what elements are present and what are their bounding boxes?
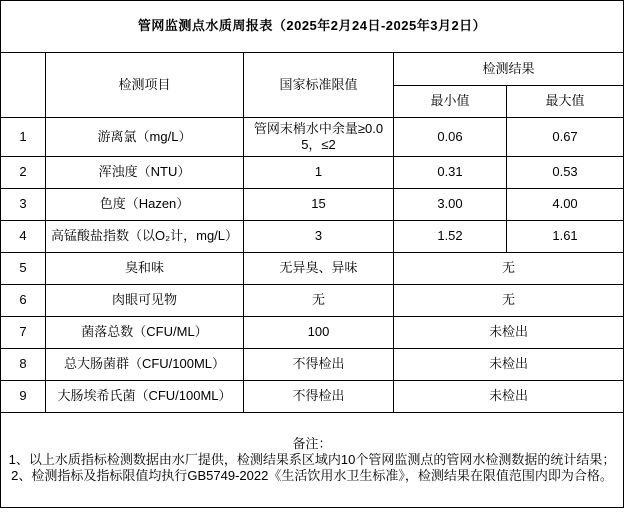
row-number: 9	[1, 381, 46, 413]
table-row	[1, 189, 624, 221]
row-max: 1.61	[507, 221, 624, 253]
header-row-top	[1, 53, 624, 86]
row-standard: 管网末梢水中余量≥0.05，≤2	[244, 118, 394, 157]
page-title: 管网监测点水质周报表（2025年2月24日-2025年3月2日）	[1, 1, 624, 53]
row-number: 5	[1, 253, 46, 285]
table-row	[1, 118, 624, 157]
row-item: 总大肠菌群（CFU/100ML）	[46, 349, 244, 381]
row-number: 7	[1, 317, 46, 349]
row-max: 0.53	[507, 157, 624, 189]
table-row	[1, 349, 624, 381]
header-index-cell	[1, 53, 46, 118]
row-result-merged: 未检出	[394, 317, 624, 349]
row-standard: 1	[244, 157, 394, 189]
header-max: 最大值	[507, 86, 624, 118]
row-item: 浑浊度（NTU）	[46, 157, 244, 189]
row-item: 色度（Hazen）	[46, 189, 244, 221]
row-result-merged: 未检出	[394, 349, 624, 381]
table-row	[1, 317, 624, 349]
row-standard: 无	[244, 285, 394, 317]
row-min: 0.31	[394, 157, 507, 189]
table-row	[1, 253, 624, 285]
row-number: 1	[1, 118, 46, 157]
header-min: 最小值	[394, 86, 507, 118]
row-item: 菌落总数（CFU/ML）	[46, 317, 244, 349]
row-number: 8	[1, 349, 46, 381]
header-item: 检测项目	[46, 53, 244, 118]
row-item: 肉眼可见物	[46, 285, 244, 317]
row-max: 4.00	[507, 189, 624, 221]
row-max: 0.67	[507, 118, 624, 157]
row-min: 0.06	[394, 118, 507, 157]
row-item: 大肠埃希氏菌（CFU/100ML）	[46, 381, 244, 413]
row-min: 1.52	[394, 221, 507, 253]
row-item: 高锰酸盐指数（以O₂计，mg/L）	[46, 221, 244, 253]
row-number: 6	[1, 285, 46, 317]
row-result-merged: 未检出	[394, 381, 624, 413]
table-row	[1, 221, 624, 253]
notes-row	[1, 413, 624, 508]
title-row	[1, 1, 624, 53]
row-number: 3	[1, 189, 46, 221]
notes-cell	[1, 413, 624, 508]
row-result-merged: 无	[394, 285, 624, 317]
table-row	[1, 157, 624, 189]
row-item: 游离氯（mg/L）	[46, 118, 244, 157]
header-result: 检测结果	[394, 53, 624, 86]
row-standard: 15	[244, 189, 394, 221]
row-standard: 不得检出	[244, 381, 394, 413]
row-min: 3.00	[394, 189, 507, 221]
notes-line-1: 1、以上水质指标检测数据由水厂提供，检测结果系区域内10个管网监测点的管网水检测数据的统计结果；	[8, 451, 616, 467]
row-number: 2	[1, 157, 46, 189]
header-standard: 国家标准限值	[244, 53, 394, 118]
row-standard: 100	[244, 317, 394, 349]
row-standard: 无异臭、异味	[244, 253, 394, 285]
row-result-merged: 无	[394, 253, 624, 285]
row-standard: 不得检出	[244, 349, 394, 381]
table-row	[1, 381, 624, 413]
table-row	[1, 285, 624, 317]
row-standard: 3	[244, 221, 394, 253]
notes-label: 备注：	[292, 435, 332, 451]
notes-line-2: 2、检测指标及指标限值均执行GB5749-2022《生活饮用水卫生标准》，检测结果在限值范围内即为合格。	[11, 468, 613, 484]
row-item: 臭和味	[46, 253, 244, 285]
row-number: 4	[1, 221, 46, 253]
